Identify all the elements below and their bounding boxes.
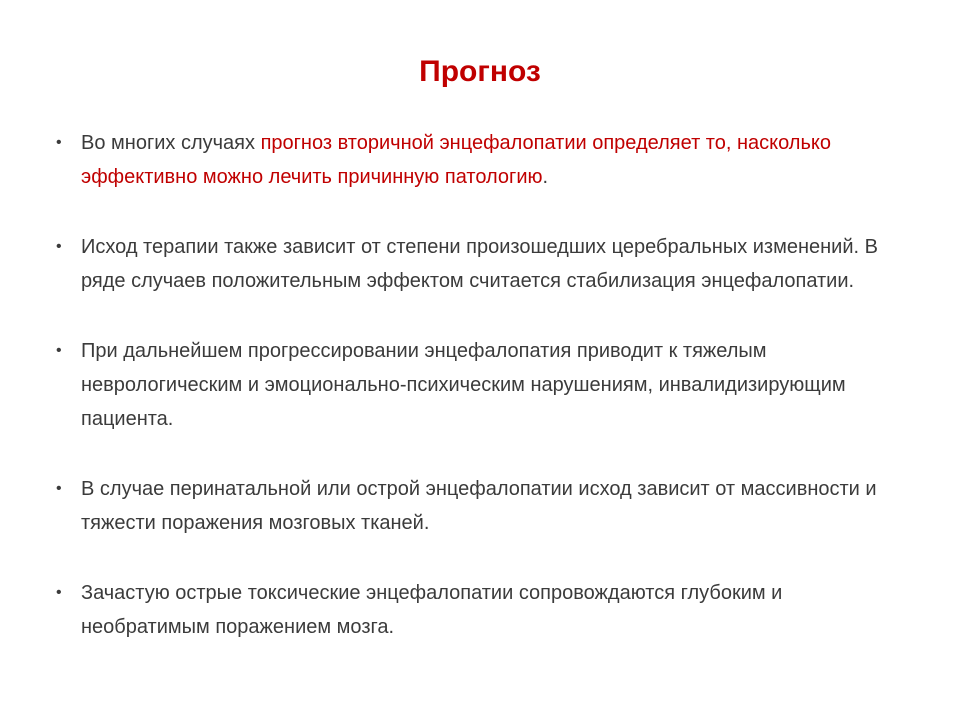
bullet-text-end: . [542, 166, 549, 188]
bullet-text: Зачастую острые токсические энцефалопатии сопровождаются глубоким и необратимым поражением мозга. [81, 582, 783, 638]
bullet-item-4 [56, 472, 916, 540]
bullet-text: Исход терапии также зависит от степени произошедших церебральных изменений. В ряде случаев положительным эффектом считается стабилизация энцефалопатии. [81, 236, 878, 292]
bullet-marker: • [56, 342, 62, 359]
bullet-marker: • [56, 238, 62, 255]
slide-title: Прогноз [419, 55, 541, 88]
bullet-text-plain: Во многих случаях [81, 132, 261, 154]
bullet-item-5 [56, 576, 916, 644]
bullet-item-1 [56, 126, 916, 194]
bullet-marker: • [56, 584, 62, 601]
bullet-text: В случае перинатальной или острой энцефалопатии исход зависит от массивности и тяжести поражения мозговых тканей. [81, 478, 877, 534]
bullet-list [56, 126, 916, 680]
bullet-text-highlight: прогноз вторичной энцефалопатии определяет то, насколько эффективно можно лечить причинную патологию [81, 132, 831, 188]
bullet-item-3 [56, 334, 916, 436]
bullet-item-2 [56, 230, 916, 298]
bullet-marker: • [56, 134, 62, 151]
bullet-marker: • [56, 480, 62, 497]
bullet-text: При дальнейшем прогрессировании энцефалопатия приводит к тяжелым неврологическим и эмоционально-психическим нарушениям, инвалидизирующим пациента. [81, 340, 846, 430]
